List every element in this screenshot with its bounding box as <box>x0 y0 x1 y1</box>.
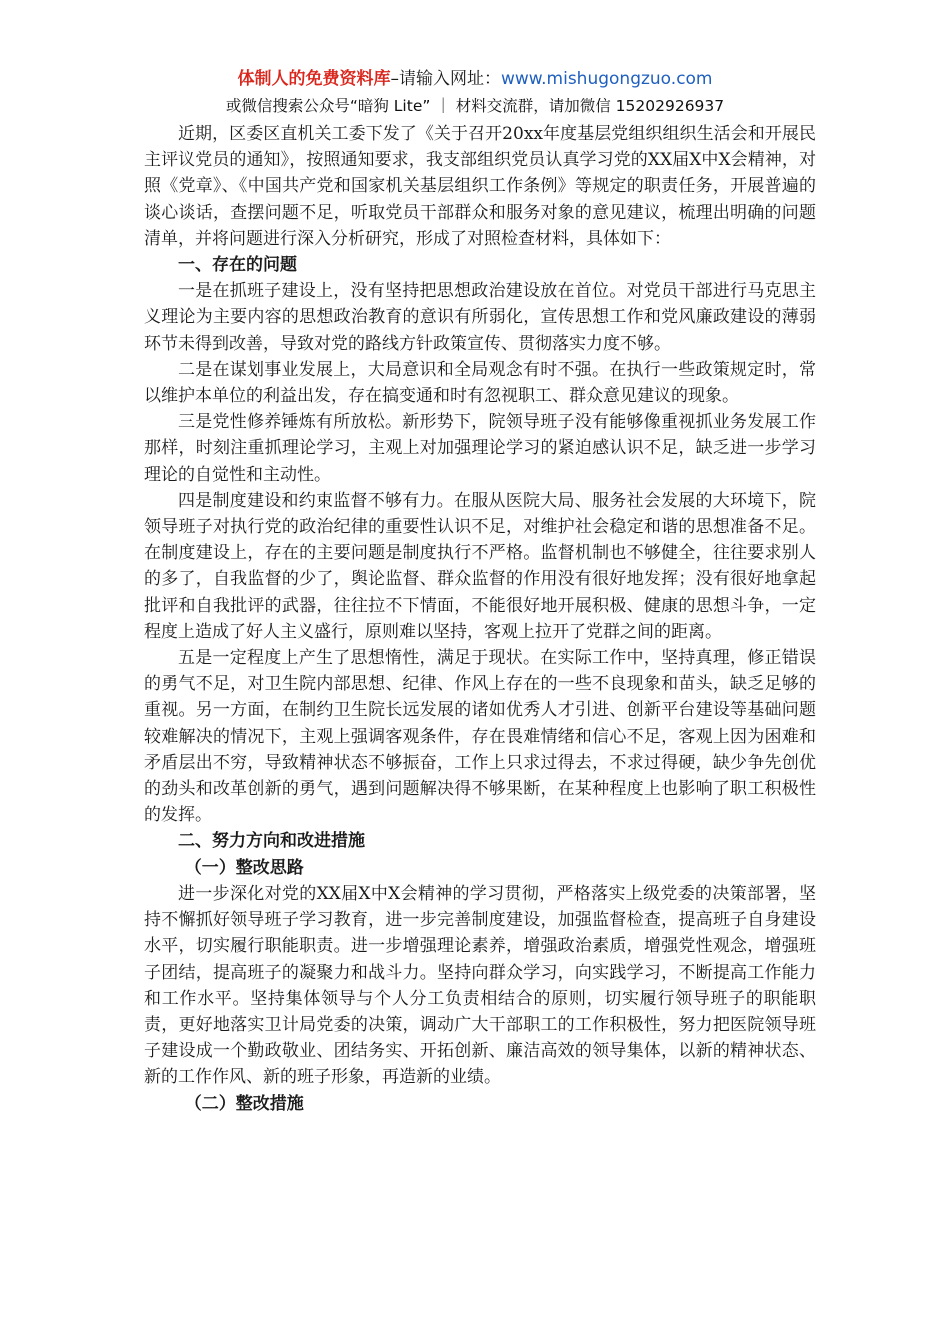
banner-url-link[interactable]: www.mishugongzuo.com <box>500 69 713 89</box>
banner-line-2: 或微信搜索公众号“暗狗 Lite” ｜ 材料交流群，请加微信 15202926937 <box>225 97 725 115</box>
subheading-rectification-measures: （二）整改措施 <box>184 1093 304 1114</box>
section-heading-problems: 一、存在的问题 <box>178 255 297 276</box>
problem-paragraph-1: 一是在抓班子建设上，没有坚持把思想政治建设放在首位。对党员干部进行马克思主义理论为主要内容的思想政治教育的意识有所弱化，宣传思想工作和党风廉政建设的薄弱环节未得到改善，导致对党的路线方针政策宣传、贯彻落实力度不够。 <box>144 281 816 354</box>
banner-site-name: 体制人的免费资料库 <box>237 69 391 89</box>
banner-prompt: –请输入网址： <box>390 69 501 89</box>
promo-banner <box>0 66 950 120</box>
subheading-rectification-ideas: （一）整改思路 <box>184 857 304 878</box>
ideas-paragraph: 进一步深化对党的XX届X中X会精神的学习贯彻，严格落实上级党委的决策部署，坚持不懈抓好领导班子学习教育，进一步完善制度建设，加强监督检查，提高班子自身建设水平，切实履行职能职责。进一步增强理论素养，增强政治素质，增强党性观念，增强班子团结，提高班子的凝聚力和战斗力。坚持向群众学习，向实践学习，不断提高工作能力和工作水平。坚持集体领导与个人分工负责相结合的原则，切实履行领导班子的职能职责，更好地落实卫计局党委的决策，调动广大干部职工的工作积极性，努力把医院领导班子建设成一个勤政敬业、团结务实、开拓创新、廉洁高效的领导集体，以新的精神状态、新的工作作风、新的班子形象，再造新的业绩。 <box>144 883 816 1088</box>
problem-paragraph-4: 四是制度建设和约束监督不够有力。在服从医院大局、服务社会发展的大环境下，院领导班子对执行党的政治纪律的重要性认识不足，对维护社会稳定和谐的思想准备不足。在制度建设上，存在的主要问题是制度执行不严格。监督机制也不够健全，往往要求别人的多了，自我监督的少了，舆论监督、群众监督的作用没有很好地发挥；没有很好地拿起批评和自我批评的武器，往往拉不下情面，不能很好地开展积极、健康的思想斗争，一定程度上造成了好人主义盛行，原则难以坚持，客观上拉开了党群之间的距离。 <box>144 490 816 642</box>
problem-paragraph-2: 二是在谋划事业发展上，大局意识和全局观念有时不强。在执行一些政策规定时，常以维护本单位的利益出发，存在搞变通和时有忽视职工、群众意见建议的现象。 <box>144 359 816 407</box>
document-body <box>144 121 816 1117</box>
problem-paragraph-5: 五是一定程度上产生了思想惰性，满足于现状。在实际工作中，坚持真理，修正错误的勇气不足，对卫生院内部思想、纪律、作风上存在的一些不良现象和苗头，缺乏足够的重视。另一方面，在制约卫生院长远发展的诸如优秀人才引进、创新平台建设等基础问题较难解决的情况下，主观上强调客观条件，存在畏难情绪和信心不足，客观上因为困难和矛盾层出不穷，导致精神状态不够振奋，工作上只求过得去，不求过得硬，缺少争先创优的劲头和改革创新的勇气，遇到问题解决得不够果断，在某种程度上也影响了职工积极性的发挥。 <box>144 648 816 826</box>
intro-paragraph: 近期，区委区直机关工委下发了《关于召开20xx年度基层党组织组织生活会和开展民主评议党员的通知》，按照通知要求，我支部组织党员认真学习党的XX届X中X会精神，对照《党章》、《中国共产党和国家机关基层组织工作条例》等规定的职责任务，开展普遍的谈心谈话，查摆问题不足，听取党员干部群众和服务对象的意见建议，梳理出明确的问题清单，并将问题进行深入分析研究，形成了对照检查材料，具体如下： <box>144 124 816 249</box>
section-heading-measures: 二、努力方向和改进措施 <box>178 831 365 852</box>
problem-paragraph-3: 三是党性修养锤炼有所放松。新形势下，院领导班子没有能够像重视抓业务发展工作那样，时刻注重抓理论学习，主观上对加强理论学习的紧迫感认识不足，缺乏进一步学习理论的自觉性和主动性。 <box>144 412 816 485</box>
banner-line-1 <box>0 66 950 93</box>
